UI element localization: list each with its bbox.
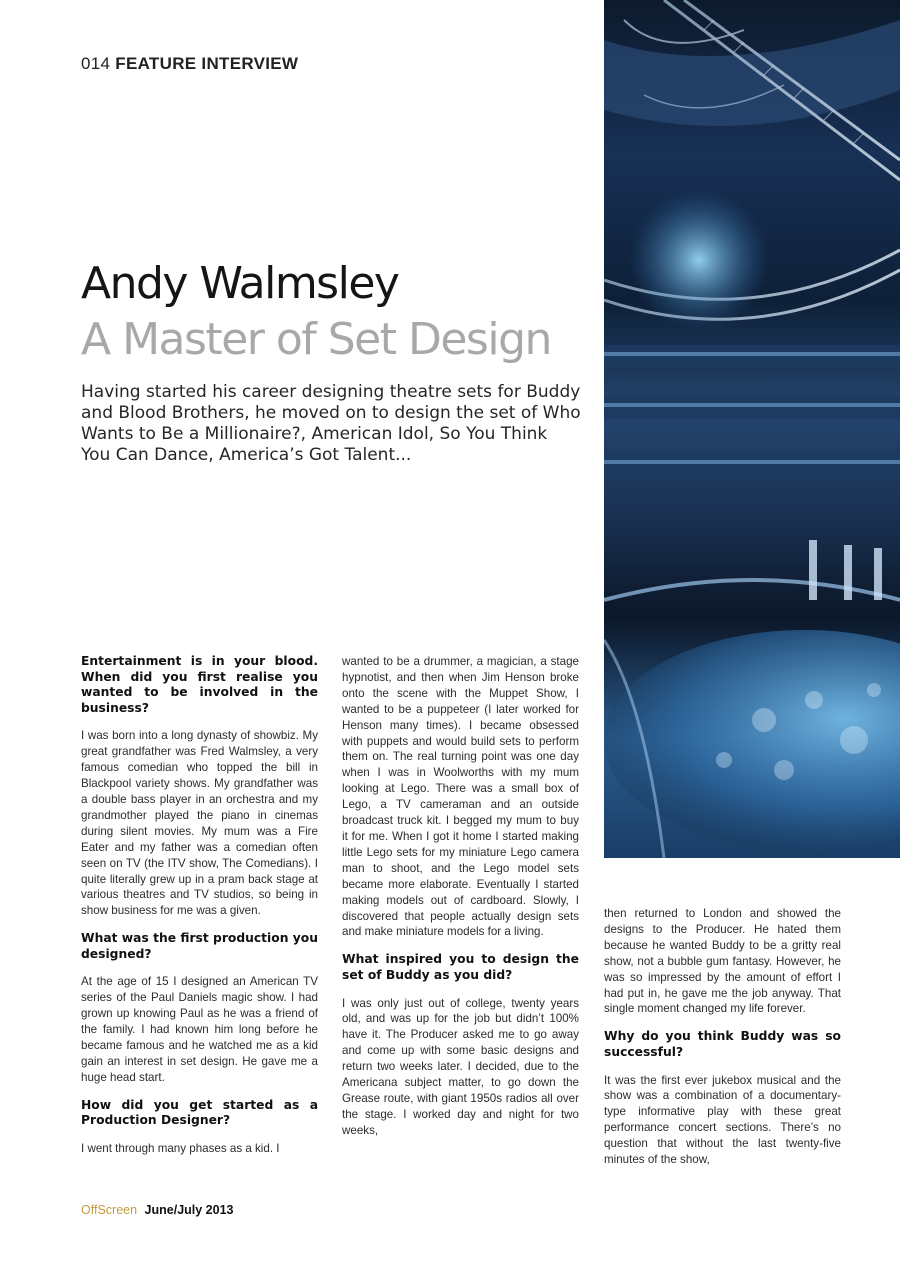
studio-set-photo bbox=[604, 0, 900, 858]
answer-paragraph: At the age of 15 I designed an American TV series of the Paul Daniels magic show. I had grown up knowing Paul as he was a friend of the family. I had known him long before he became famous and he watched me as a kid gain an interest in set design. He gave me a huge head start. bbox=[81, 975, 318, 1084]
section-label: FEATURE INTERVIEW bbox=[115, 54, 299, 73]
article-subtitle: A Master of Set Design bbox=[81, 314, 551, 365]
question-heading: What inspired you to design the set of Buddy as you did? bbox=[342, 952, 579, 982]
answer-paragraph: I was born into a long dynasty of showbiz. My great grandfather was Fred Walmsley, a very famous comedian who topped the bill in Blackpool variety shows. My grandfather was a double bass player in an orchestra and my grandmother played the piano in cinemas during silent movies. My mum was a Fire Eater and my father was a comedian often seen on TV (the ITV show, The Comedians). I quite literally grew up in a pram back stage at various theatres and TV studios, so being in show business for me was a given. bbox=[81, 729, 318, 918]
answer-paragraph: It was the first ever jukebox musical and the show was a combination of a documentary-type informative play with these great performance concert sections. There’s no question that without the last twenty-five minutes of the show, bbox=[604, 1073, 841, 1167]
magazine-brand: OffScreen bbox=[81, 1203, 138, 1217]
question-heading: What was the first production you designed? bbox=[81, 931, 318, 961]
text-column-3 bbox=[604, 906, 841, 1168]
studio-set-illustration bbox=[604, 0, 900, 858]
page-footer bbox=[81, 1203, 234, 1217]
page-header bbox=[81, 54, 298, 74]
text-column-1 bbox=[81, 654, 318, 1157]
text-column-2 bbox=[342, 654, 579, 1139]
answer-paragraph: I went through many phases as a kid. I bbox=[81, 1141, 280, 1155]
article-title: Andy Walmsley bbox=[81, 258, 399, 309]
issue-date: June/July 2013 bbox=[144, 1203, 234, 1217]
question-heading: Why do you think Buddy was so successful? bbox=[604, 1029, 841, 1059]
article-standfirst: Having started his career designing theatre sets for Buddy and Blood Brothers, he moved on to design the set of Who Wants to Be a Millionaire?, American Idol, So You Think You Can Dance, America’s Got Talent... bbox=[81, 382, 581, 465]
question-heading: How did you get started as a Production Designer? bbox=[81, 1097, 318, 1128]
answer-paragraph: wanted to be a drummer, a magician, a stage hypnotist, and then when Jim Henson broke onto the scene with the Muppet Show, I wanted to be a puppeteer (I later worked for Henson many times). I became obsessed with puppets and would build sets to perform them on. The real turning point was one day when I was in Woolworths with my mum looking at Lego. There was a small box of Lego, a TV cameraman and an outside broadcast truck kit. I begged my mum to buy it for me. When I got it home I started making little Lego sets for my miniature Lego camera man to shoot, and the Lego model sets became more elaborate. Eventually I started making models out of cardboard. Slowly, I discovered that people actually design sets and make miniature models for a living. bbox=[342, 655, 579, 939]
answer-paragraph: I was only just out of college, twenty years old, and was up for the job but didn’t 100% have it. The Producer asked me to go away and come up with some basic designs and return two weeks later. I decided, due to the Americana subject matter, to go down the Grease route, with giant 1950s radios all over the stage. I worked day and night for two weeks, bbox=[342, 996, 579, 1137]
page-number: 014 bbox=[81, 54, 111, 73]
answer-paragraph: then returned to London and showed the designs to the Producer. He hated them because he wanted Buddy to be a gritty real show, not a bubble gum fantasy. However, he was so impressed by the amount of effort I had put in, he gave me the job anyway. That single moment changed my life forever. bbox=[604, 907, 841, 1016]
question-heading: Entertainment is in your blood. When did you first realise you wanted to be involved in the business? bbox=[81, 654, 318, 715]
